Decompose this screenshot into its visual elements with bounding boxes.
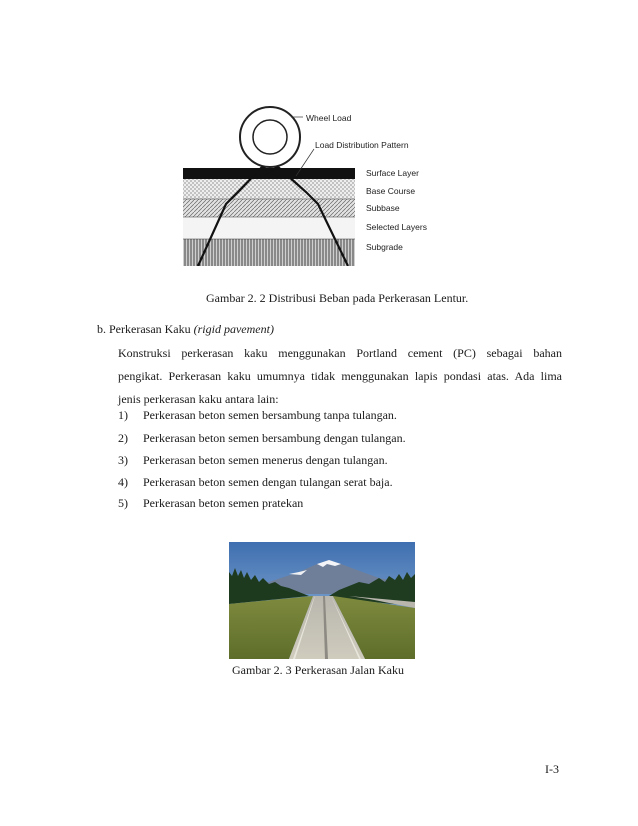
- list-item: [118, 431, 406, 446]
- page-number: I-3: [545, 762, 559, 776]
- list-number: 3): [118, 453, 128, 467]
- list-item: [118, 496, 303, 511]
- figure-caption-2-2: Gambar 2. 2 Distribusi Beban pada Perkerasan Lentur.: [206, 291, 469, 305]
- label-surface-layer: Surface Layer: [366, 168, 419, 178]
- rigid-pavement-road-photo: [229, 542, 415, 659]
- list-number: 5): [118, 496, 128, 510]
- list-item: [118, 475, 393, 490]
- paragraph-line: Konstruksi perkerasan kaku menggunakan Portland cement (PC) sebagai bahan: [118, 346, 562, 360]
- section-title: Perkerasan Kaku: [109, 322, 191, 336]
- label-load-distribution: Load Distribution Pattern: [315, 140, 409, 150]
- list-number: 2): [118, 431, 128, 445]
- list-number: 1): [118, 408, 128, 422]
- list-number: 4): [118, 475, 128, 489]
- section-heading: [97, 318, 274, 341]
- label-base-course: Base Course: [366, 186, 416, 196]
- section-title-italic: (rigid pavement): [193, 322, 274, 336]
- list-item: [118, 453, 388, 468]
- base-course-layer: [183, 179, 355, 199]
- paragraph-line: pengikat. Perkerasan kaku umumnya tidak menggunakan lapis pondasi atas. Ada lima: [118, 369, 562, 383]
- subbase-layer: [183, 199, 355, 217]
- list-text: Perkerasan beton semen dengan tulangan serat baja.: [143, 475, 393, 489]
- section-marker: b.: [97, 322, 106, 336]
- list-text: Perkerasan beton semen menerus dengan tulangan.: [143, 453, 388, 467]
- label-subbase: Subbase: [366, 203, 400, 213]
- list-text: Perkerasan beton semen pratekan: [143, 496, 304, 510]
- list-text: Perkerasan beton semen bersambung tanpa tulangan.: [143, 408, 397, 422]
- paragraph-line: jenis perkerasan kaku antara lain:: [118, 392, 279, 406]
- figure-caption-2-3: Gambar 2. 3 Perkerasan Jalan Kaku: [232, 663, 404, 677]
- list-text: Perkerasan beton semen bersambung dengan tulangan.: [143, 431, 406, 445]
- list-item: [118, 408, 397, 423]
- load-distribution-diagram: [178, 104, 448, 266]
- label-subgrade: Subgrade: [366, 242, 403, 252]
- label-selected-layers: Selected Layers: [366, 222, 427, 232]
- wheel-icon: [240, 107, 300, 167]
- label-wheel-load: Wheel Load: [306, 113, 352, 123]
